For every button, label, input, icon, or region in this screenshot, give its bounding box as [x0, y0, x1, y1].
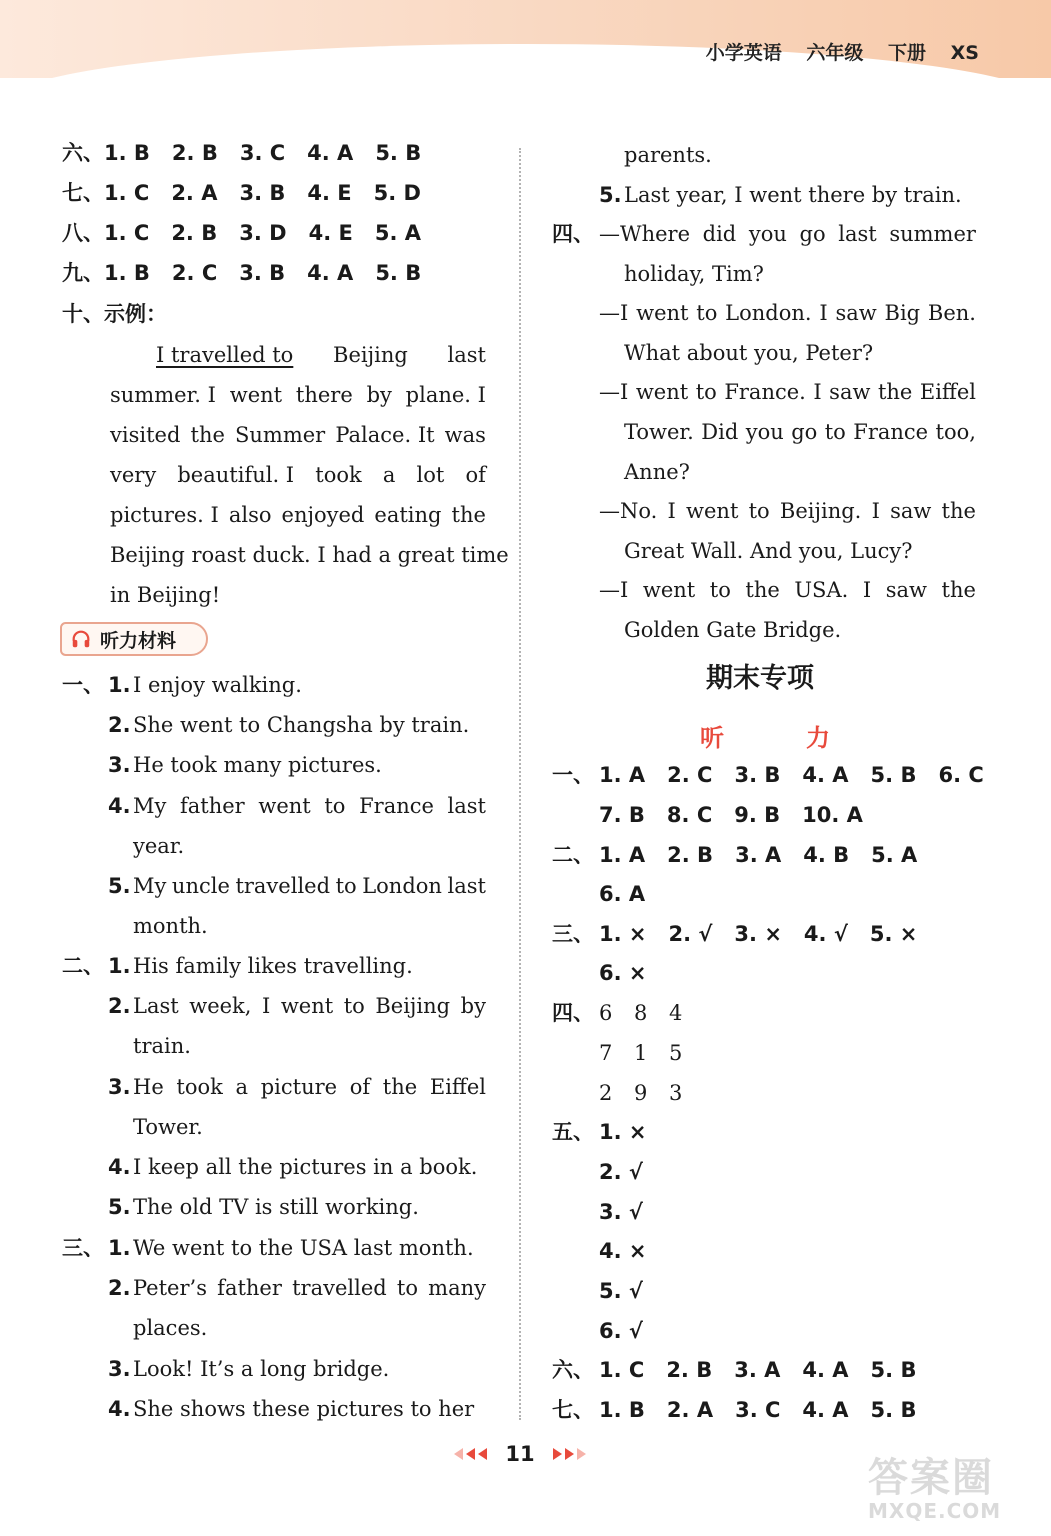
script-item-number: 5.	[108, 1195, 131, 1220]
answer-label: 二、	[552, 843, 594, 867]
answer-item: 3. √	[599, 1199, 643, 1224]
dialogue-word: to	[695, 380, 717, 405]
dialogue-word: went	[636, 301, 689, 326]
watermark	[868, 1446, 1044, 1526]
dialogue-word: —Where	[599, 222, 691, 246]
answer-row-label: 八、	[62, 221, 104, 245]
script-line: Look! It’s a long bridge.	[133, 1356, 390, 1381]
answer-item: 4. E	[308, 221, 353, 245]
dialogue-word: the	[745, 578, 780, 603]
answer-item: 6. ×	[599, 961, 647, 985]
script-line: She went to Changsha by train.	[133, 713, 470, 738]
script-word: a	[235, 1074, 249, 1099]
header-grade: 六年级	[806, 42, 864, 64]
answer-row	[599, 762, 984, 788]
essay-word: Beijing roast duck. I had a great time	[110, 543, 509, 567]
script-word: Beijing	[375, 994, 451, 1019]
watermark-url: MXQE.COM	[868, 1499, 1002, 1523]
answer-row-q9	[62, 260, 421, 286]
answer-label: 四、	[552, 1001, 594, 1025]
dialogue-word: went	[686, 499, 739, 524]
dialogue-line: Anne?	[624, 459, 690, 484]
script-item-number: 4.	[108, 1155, 131, 1179]
essay-word: also	[228, 503, 272, 527]
script-word: travelled	[235, 874, 331, 898]
answer-item: 3. A	[734, 1358, 781, 1382]
answer-item: 1. B	[104, 141, 150, 165]
script-line: The old TV is still working.	[133, 1195, 419, 1220]
script-line: Tower.	[133, 1114, 203, 1139]
dialogue-word: to	[824, 420, 846, 444]
dialogue-word: to	[709, 578, 731, 603]
answer-label: 七、	[552, 1398, 594, 1422]
essay-line	[110, 462, 486, 488]
script-word: My	[133, 793, 167, 818]
dialogue-line	[599, 221, 976, 247]
answer-item: 2. √	[668, 922, 713, 946]
answer-item: 2. A	[666, 1398, 714, 1422]
answer-row	[599, 921, 917, 947]
answer-item: 1. ×	[599, 1120, 647, 1144]
answer-item: 3. B	[239, 261, 286, 285]
answer-item: 6. A	[599, 882, 646, 906]
essay-word: enjoyed	[281, 503, 365, 527]
script-word: I	[261, 994, 271, 1019]
script-line: month.	[133, 914, 208, 939]
dialogue-word: —I	[599, 380, 629, 405]
answer-item: 4. A	[802, 763, 849, 787]
answer-item: 1. C	[104, 221, 150, 245]
dialogue-word: saw	[829, 380, 871, 405]
continued-line: parents.	[624, 143, 712, 167]
script-word: France	[359, 793, 434, 818]
answer-item: 2. C	[667, 763, 713, 787]
answer-item: 3. B	[734, 763, 781, 787]
dialogue-word: you	[745, 420, 784, 444]
script-item-number: 3.	[108, 753, 131, 778]
answer-item: 5. B	[375, 141, 422, 165]
script-word: picture	[260, 1074, 338, 1099]
answer-item: 3. ×	[734, 922, 782, 946]
script-line: She shows these pictures to her	[133, 1396, 475, 1421]
answer-item: 4. √	[803, 922, 848, 946]
answer-item: 3. C	[735, 1398, 781, 1422]
header-subject: 小学英语	[705, 42, 782, 64]
answer-item: 5. A	[374, 221, 421, 245]
answer-item: 1. B	[599, 1398, 645, 1422]
part3-label: 三、	[62, 1236, 104, 1260]
dialogue-word: —I	[599, 301, 629, 326]
answer-item: 2. B	[171, 141, 218, 165]
dialogue-word: Beijing.	[779, 499, 862, 524]
dialogue-word: the	[877, 380, 913, 405]
script-word: to	[324, 793, 346, 818]
answer-item: 1. C	[104, 181, 150, 205]
answer-item: 3. A	[735, 843, 782, 867]
essay-word: there	[295, 383, 353, 407]
script-word: week,	[189, 994, 252, 1019]
dialogue-word: go	[799, 222, 826, 246]
q10-label: 十、示例：	[62, 302, 167, 326]
script-word: to	[396, 1276, 418, 1301]
essay-line	[110, 382, 486, 408]
essay-word: I travelled to	[156, 343, 294, 367]
dialogue-word: saw	[835, 301, 877, 326]
answer-row-q6	[62, 140, 421, 166]
script-word: Last	[133, 994, 179, 1019]
dialogue-line	[599, 577, 976, 603]
sub-title	[700, 718, 830, 753]
answer-label: 六、	[552, 1358, 594, 1382]
dialogue-word: I	[871, 499, 880, 524]
header-edition: XS	[950, 42, 979, 64]
script-word: London	[362, 874, 442, 898]
dialogue-word: saw	[890, 499, 932, 524]
script-item-number: 1.	[108, 954, 131, 978]
answer-item: 7. B	[599, 803, 645, 827]
dialogue-word: USA.	[794, 578, 849, 603]
prev-arrows-icon	[454, 1448, 487, 1460]
answer-item: 2. A	[171, 181, 218, 205]
answer-row	[599, 1357, 916, 1383]
script-word: of	[349, 1074, 371, 1099]
script-line: year.	[133, 833, 185, 858]
dialogue-word: I	[862, 578, 872, 603]
answer-row	[599, 802, 863, 828]
essay-word: beautiful. I	[177, 463, 295, 487]
script-word: went	[258, 793, 311, 818]
dialogue-word: summer	[889, 222, 976, 246]
essay-line	[156, 342, 486, 368]
answer-item: 5. B	[375, 261, 422, 285]
answer-item: 3. D	[239, 221, 287, 245]
dialogue-word: I	[819, 301, 828, 326]
dialogue-word: I	[667, 499, 676, 524]
answer-item: 1. A	[599, 763, 646, 787]
script-word: last	[447, 874, 486, 898]
answer-item: 5. B	[870, 1398, 917, 1422]
dialogue-line	[599, 300, 976, 326]
answer-label: 一、	[552, 763, 594, 787]
answer-item: 2. B	[667, 843, 714, 867]
script-word: to	[335, 874, 357, 898]
answer-item: 3. C	[239, 141, 286, 165]
answer-item: 2. √	[599, 1159, 643, 1184]
dialogue-word: the	[941, 499, 976, 524]
answer-item: 2. B	[171, 221, 218, 245]
page-header	[688, 38, 979, 65]
script-line: We went to the USA last month.	[133, 1236, 474, 1260]
watermark-logo: 答案圈	[868, 1455, 994, 1501]
answer-row-q7	[62, 180, 421, 206]
grid-cell: 1	[634, 1041, 648, 1065]
script-line: train.	[133, 1034, 191, 1059]
dialogue-word: Ben.	[927, 301, 976, 326]
continued-item-number: 5.	[599, 183, 622, 207]
script-word: went	[280, 994, 334, 1019]
answer-item: 5. B	[870, 1358, 917, 1382]
essay-line	[110, 422, 486, 448]
dialogue-word: went	[642, 578, 696, 603]
part4-label: 四、	[552, 222, 594, 246]
script-line	[133, 1275, 486, 1301]
dialogue-word: to	[748, 499, 770, 524]
essay-word: a	[382, 463, 396, 487]
script-line	[133, 873, 486, 899]
answer-row-label: 九、	[62, 261, 104, 285]
header-volume: 下册	[888, 42, 927, 64]
grid-cell: 3	[669, 1081, 683, 1105]
script-line: places.	[133, 1316, 208, 1341]
answer-item: 4. A	[802, 1398, 849, 1422]
answer-row	[599, 881, 645, 907]
answer-item: 2. C	[171, 261, 218, 285]
essay-word: Summer	[235, 423, 326, 447]
essay-word: summer. I	[110, 383, 216, 407]
script-line: He took many pictures.	[133, 753, 382, 778]
dialogue-word: London.	[725, 301, 812, 326]
dialogue-line: Golden Gate Bridge.	[624, 618, 842, 642]
script-item-number: 1.	[108, 673, 131, 697]
answer-item: 4. A	[307, 261, 354, 285]
script-item-number: 4.	[108, 1396, 131, 1421]
page-number: 11	[505, 1442, 535, 1466]
essay-word: took	[315, 463, 362, 487]
dialogue-word: Big	[884, 301, 921, 326]
script-line: I keep all the pictures in a book.	[133, 1155, 478, 1179]
dialogue-word: —No.	[599, 499, 658, 524]
dialogue-word: the	[941, 578, 976, 603]
dialogue-word: France.	[724, 380, 806, 405]
column-divider	[519, 148, 521, 1420]
essay-word: Beijing	[333, 343, 408, 367]
page-footer	[430, 1438, 610, 1470]
grid-cell: 7	[599, 1041, 613, 1065]
script-item-number: 2.	[108, 1276, 131, 1301]
sub-title-char-1: 听	[700, 724, 724, 752]
answer-item: 6. √	[599, 1319, 643, 1343]
answer-item: 4. A	[307, 141, 354, 165]
essay-line	[110, 542, 509, 568]
grid-cell: 2	[599, 1081, 613, 1105]
answer-item: 1. ×	[599, 922, 647, 946]
essay-word: Palace. It	[335, 423, 435, 447]
answer-item: 4. B	[803, 843, 850, 867]
dialogue-word: —I	[599, 578, 629, 603]
sub-title-char-2: 力	[806, 724, 830, 752]
script-word: father	[217, 1276, 282, 1301]
script-line: His family likes travelling.	[133, 954, 413, 978]
answer-item: 4. A	[802, 1358, 849, 1382]
answer-item: 5. √	[599, 1279, 643, 1304]
script-item-number: 3.	[108, 1356, 131, 1381]
script-item-number: 1.	[108, 1236, 131, 1260]
next-arrows-icon	[553, 1448, 586, 1460]
script-word: many	[428, 1276, 486, 1301]
dialogue-word: you	[748, 222, 787, 246]
essay-word: was	[444, 423, 486, 447]
answer-item: 5. A	[871, 843, 918, 867]
essay-word: plane. I	[405, 383, 486, 407]
script-line	[133, 1074, 486, 1100]
script-word: Peter’s	[133, 1276, 207, 1301]
answer-row-q8	[62, 220, 421, 246]
answer-item: 2. B	[666, 1358, 713, 1382]
script-word: the	[382, 1074, 418, 1099]
dialogue-word: went	[635, 380, 689, 405]
essay-word: last	[447, 343, 486, 367]
answer-item: 1. A	[599, 843, 646, 867]
headphone-icon	[70, 628, 92, 650]
answer-row-label: 六、	[62, 141, 104, 165]
essay-word: the	[451, 503, 486, 527]
dialogue-line: holiday, Tim?	[624, 261, 764, 286]
dialogue-line	[599, 498, 976, 524]
essay-word: very	[110, 463, 157, 487]
script-word: Eiffel	[429, 1074, 486, 1099]
script-item-number: 2.	[108, 994, 131, 1019]
essay-word: eating	[374, 503, 442, 527]
script-item-number: 5.	[108, 874, 131, 898]
essay-line	[110, 582, 486, 608]
answer-item: 3. B	[239, 181, 286, 205]
dialogue-word: too,	[935, 420, 976, 444]
dialogue-word: Tower.	[624, 420, 694, 444]
dialogue-line: What about you, Peter?	[624, 340, 874, 365]
script-word: He	[133, 1074, 164, 1099]
dialogue-word: Did	[701, 420, 739, 444]
grid-cell: 9	[634, 1081, 648, 1105]
dialogue-word: last	[838, 222, 877, 246]
script-word: uncle	[171, 874, 230, 898]
answer-label: 五、	[552, 1120, 594, 1144]
script-word: to	[343, 994, 365, 1019]
essay-word: of	[465, 463, 486, 487]
script-item-number: 4.	[108, 793, 131, 818]
listening-material-tag	[60, 622, 208, 656]
grid-cell: 5	[669, 1041, 683, 1065]
answer-row	[599, 842, 917, 868]
script-line	[133, 993, 486, 1019]
part1-label: 一、	[62, 673, 104, 697]
script-word: last	[447, 793, 486, 818]
answer-item: 10. A	[802, 803, 863, 827]
grid-cell: 8	[634, 1001, 648, 1025]
dialogue-word: France	[853, 420, 929, 444]
answer-item: 9. B	[734, 803, 781, 827]
dialogue-word: go	[791, 420, 818, 444]
answer-item: 5. D	[373, 181, 421, 205]
answer-item: 5. B	[870, 763, 917, 787]
dialogue-line	[599, 379, 976, 405]
dialogue-word: saw	[885, 578, 927, 603]
script-line	[133, 793, 486, 819]
dialogue-word: did	[702, 222, 737, 246]
essay-word: visited	[110, 423, 181, 447]
script-word: by	[460, 994, 486, 1019]
answer-item: 5. ×	[869, 922, 918, 946]
dialogue-word: I	[813, 380, 822, 405]
answer-row	[599, 960, 647, 986]
script-item-number: 3.	[108, 1074, 131, 1099]
answer-item: 1. B	[104, 261, 150, 285]
part2-label: 二、	[62, 954, 104, 978]
essay-word: by	[366, 383, 392, 407]
dialogue-line	[624, 419, 976, 445]
answer-label: 三、	[552, 922, 594, 946]
essay-word: pictures. I	[110, 503, 219, 527]
answer-item: 4. ×	[599, 1239, 647, 1264]
essay-word: in Beijing!	[110, 583, 221, 607]
script-item-number: 2.	[108, 713, 131, 738]
essay-word: the	[190, 423, 225, 447]
continued-line: Last year, I went there by train.	[624, 183, 962, 207]
answer-item: 8. C	[666, 803, 713, 827]
answer-item: 1. C	[599, 1358, 645, 1382]
answer-row	[599, 1397, 916, 1423]
answer-row-label: 七、	[62, 181, 104, 205]
listening-material-label: 听力材料	[100, 629, 177, 652]
dialogue-word: to	[696, 301, 718, 326]
essay-line	[110, 502, 486, 528]
dialogue-word: Eiffel	[919, 380, 976, 405]
script-word: took	[176, 1074, 223, 1099]
section-title: 期末专项	[706, 663, 814, 694]
essay-word: went	[229, 383, 283, 407]
script-word: father	[180, 793, 245, 818]
script-line: I enjoy walking.	[133, 673, 302, 697]
script-word: My	[133, 874, 167, 898]
script-word: travelled	[292, 1276, 387, 1301]
answer-item: 6. C	[938, 763, 984, 787]
dialogue-line: Great Wall. And you, Lucy?	[624, 538, 913, 563]
grid-cell: 4	[669, 1001, 683, 1025]
answer-item: 4. E	[307, 181, 352, 205]
grid-cell: 6	[599, 1001, 613, 1025]
essay-word: lot	[416, 463, 445, 487]
